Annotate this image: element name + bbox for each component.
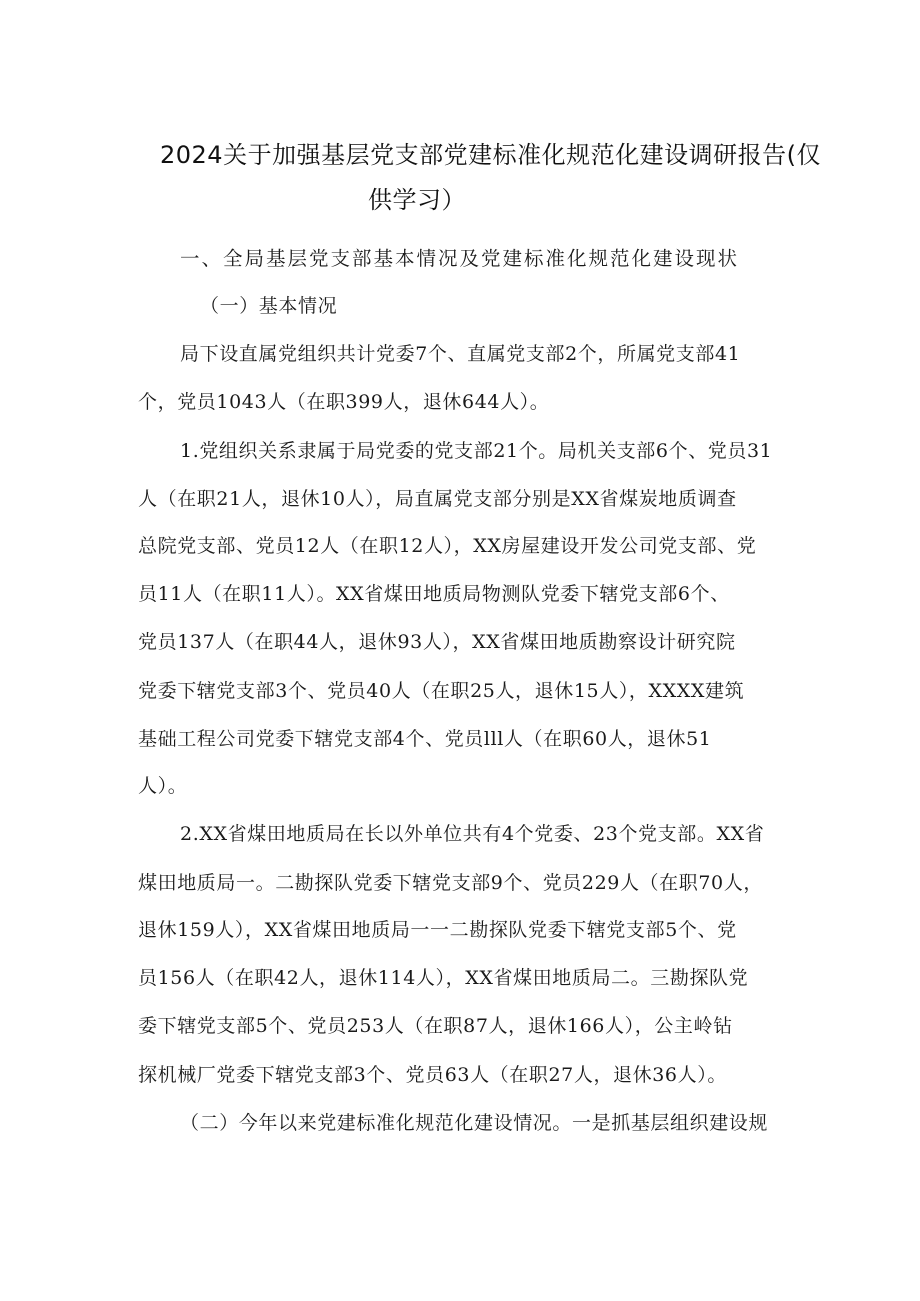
subsection-heading: （一）基本情况 (200, 295, 338, 317)
body-line: 1.党组织关系隶属于局党委的党支部21个。局机关支部6个、党员31 (180, 440, 773, 462)
body-line: 煤田地质局一。二勘探队党委下辖党支部9个、党员229人（在职70人， (138, 872, 763, 894)
body-line: 局下设直属党组织共计党委7个、直属党支部2个，所属党支部41 (180, 343, 741, 365)
body-line: 委下辖党支部5个、党员253人（在职87人，退休166人），公主岭钻 (138, 1015, 733, 1037)
body-line: 党委下辖党支部3个、党员40人（在职25人，退休15人），XXXX建筑 (138, 680, 745, 702)
body-line: 探机械厂党委下辖党支部3个、党员63人（在职27人，退休36人）。 (138, 1064, 727, 1086)
body-line: 个，党员1043人（在职399人，退休644人）。 (138, 391, 550, 413)
body-line: 基础工程公司党委下辖党支部4个、党员lll人（在职60人，退休51 (138, 728, 712, 750)
body-line: （二）今年以来党建标准化规范化建设情况。一是抓基层组织建设规 (180, 1112, 769, 1134)
body-line: 人（在职21人，退休10人），局直属党支部分别是XX省煤炭地质调查 (138, 488, 737, 510)
body-line: 退休159人），XX省煤田地质局一一二勘探队党委下辖党支部5个、党 (138, 919, 737, 941)
body-line: 员11人（在职11人）。XX省煤田地质局物测队党委下辖党支部6个、 (138, 583, 730, 605)
body-line: 人）。 (138, 775, 188, 797)
section-heading: 一、全局基层党支部基本情况及党建标准化规范化建设现状 (180, 247, 740, 270)
body-line: 2.XX省煤田地质局在长以外单位共有4个党委、23个党支部。XX省 (180, 823, 765, 845)
document-title-line-2: 供学习） (368, 186, 466, 214)
body-line: 员156人（在职42人，退休114人），XX省煤田地质局二。三勘探队党 (138, 967, 749, 989)
document-title-line-1: 2024关于加强基层党支部党建标准化规范化建设调研报告(仅 (160, 141, 821, 169)
body-line: 总院党支部、党员12人（在职12人），XX房屋建设开发公司党支部、党 (138, 535, 757, 557)
body-line: 党员137人（在职44人，退休93人），XX省煤田地质勘察设计研究院 (138, 631, 736, 653)
